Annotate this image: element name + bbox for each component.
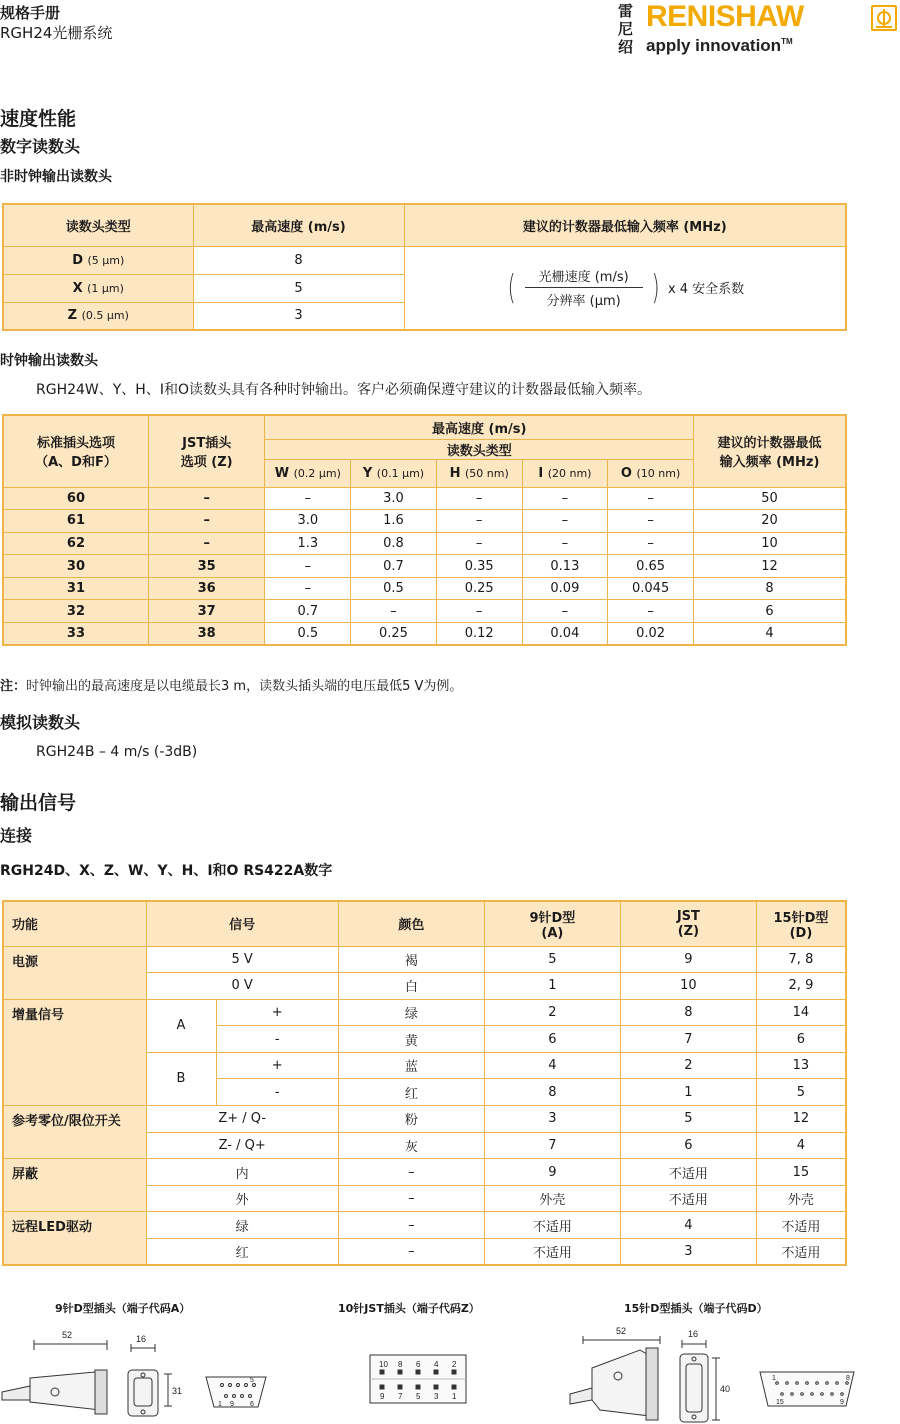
col-header-jst: JST插头 选项 (Z) — [148, 415, 265, 487]
table-cell: 红 — [338, 1079, 484, 1106]
table-cell: 白 — [338, 973, 484, 1000]
table-cell: 4 — [693, 623, 846, 646]
drawing-label-jst: 10针JST插头（端子代码Z） — [338, 1302, 480, 1315]
table-cell: – — [436, 532, 522, 555]
col-header: 15针D型 (D) — [756, 901, 846, 946]
table-cell: 14 — [756, 999, 846, 1026]
table-cell: 2 — [620, 1052, 756, 1079]
table-cell: 20 — [693, 510, 846, 533]
table-cell: - — [216, 1026, 338, 1053]
table-cell: – — [522, 600, 608, 623]
table-row — [3, 1106, 846, 1133]
doc-type: 规格手册 — [0, 4, 61, 22]
table-cell: 6 — [484, 1026, 620, 1053]
logo-mark-icon — [871, 5, 897, 31]
pin-label: 8 — [398, 1360, 403, 1369]
table-cell: 0.12 — [436, 623, 522, 646]
table-cell: – — [608, 600, 694, 623]
table-cell: 1 — [620, 1079, 756, 1106]
table-cell: 12 — [756, 1106, 846, 1133]
table-cell: 0.25 — [436, 577, 522, 600]
connection-table — [2, 900, 847, 1266]
table-cell: 4 — [756, 1132, 846, 1159]
col-header: 建议的计数器最低输入频率 (MHz) — [404, 204, 846, 246]
table-cell: – — [265, 487, 351, 510]
table-cell: 8 — [484, 1079, 620, 1106]
table-cell: 3.0 — [265, 510, 351, 533]
table-row: D (5 µm) 8 ( $\frac{\text{光栅速度 (m/s)}}{\text{分辨率 (µm)}}$ ) x 4 安全系数 — [3, 246, 846, 274]
table-cell: 30 — [3, 555, 148, 578]
pin-label: 15 — [776, 1399, 784, 1406]
subsection-analog: 模拟读数头 — [0, 713, 81, 732]
table-cell: 0.02 — [608, 623, 694, 646]
table-cell: 9 — [620, 946, 756, 973]
dim-15pin-length: 52 — [616, 1326, 627, 1336]
table-cell: – — [436, 600, 522, 623]
table-cell: 0.04 — [522, 623, 608, 646]
table-cell: + — [216, 999, 338, 1026]
table-cell: 2 — [484, 999, 620, 1026]
table-cell: 绿 — [146, 1212, 338, 1239]
table-cell: – — [338, 1239, 484, 1266]
nonclocked-speed-table — [2, 203, 847, 331]
table-cell: 不适用 — [484, 1239, 620, 1266]
table-cell: 不适用 — [756, 1239, 846, 1266]
table-cell: 不适用 — [756, 1212, 846, 1239]
table-cell: 50 — [693, 487, 846, 510]
pin-label: 7 — [398, 1392, 403, 1401]
drawing-label-9pin: 9针D型插头（端子代码A） — [55, 1302, 191, 1315]
table-cell: 2, 9 — [756, 973, 846, 1000]
table-cell: – — [265, 555, 351, 578]
table-cell: Z- / Q+ — [146, 1132, 338, 1159]
section-title-output: 输出信号 — [0, 792, 77, 814]
table-cell: 0.045 — [608, 577, 694, 600]
table-cell: 5 V — [146, 946, 338, 973]
pin-label: 9 — [380, 1392, 385, 1401]
col-header: JST (Z) — [620, 901, 756, 946]
table-cell: 0.7 — [351, 555, 437, 578]
table-cell: 35 — [148, 555, 265, 578]
table-cell: 62 — [3, 532, 148, 555]
table-cell: 灰 — [338, 1132, 484, 1159]
pin-label: 5 — [250, 1377, 254, 1384]
table-cell: – — [436, 510, 522, 533]
table-row: X (1 µm) 5 — [3, 274, 846, 302]
table-cell: – — [522, 532, 608, 555]
col-header: 功能 — [3, 901, 146, 946]
table-cell: 6 — [756, 1026, 846, 1053]
clocked-description: RGH24W、Y、H、I和O读数头具有各种时钟输出。客户必须确保遵守建议的计数器最低输入频率。 — [36, 382, 651, 398]
table-row — [3, 623, 846, 646]
table-cell: – — [148, 487, 265, 510]
table-cell: 0.7 — [265, 600, 351, 623]
table-row — [3, 946, 846, 973]
col-header-type: 读数头类型 — [265, 439, 694, 459]
subsection-nonclocked: 非时钟输出读数头 — [0, 169, 112, 185]
9pin-end-view — [128, 1344, 172, 1416]
table-cell: 绿 — [338, 999, 484, 1026]
clocked-speed-table: 标准插头选项 （A、D和F） JST插头 选项 (Z) 最高速度 (m/s) 建议的计数器最低 输入频率 (MHz) 读数头类型 W (0.2 µm) Y (0.1 µm) H (50 nm) I (20 nm) O (10 nm) 60 – – 3.0 – – – 50 61 – 3.0 1.6 – – – 20 62 – 1.3 0.8 – – – 10 30 35 – 0.7 0.35 0.13 0.65 12 31 36 – 0.5 0.25 0.09 0.045 8 32 37 0.7 – – – – 6 33 38 0.5 0.25 0.12 0.04 0.02 4 — [2, 414, 847, 646]
table-cell: B — [146, 1052, 216, 1105]
pin-label: 1 — [452, 1392, 457, 1401]
table-cell: 1.3 — [265, 532, 351, 555]
table-cell: 7 — [620, 1026, 756, 1053]
table-cell: 31 — [3, 577, 148, 600]
table-cell: 5 — [484, 946, 620, 973]
logo-chinese: 雷 尼 绍 — [618, 2, 634, 56]
function-label: 屏蔽 — [3, 1159, 146, 1212]
table-cell: 0.35 — [436, 555, 522, 578]
table-cell: 60 — [3, 487, 148, 510]
col-header: 最高速度 (m/s) — [193, 204, 404, 246]
table-cell: 8 — [620, 999, 756, 1026]
table-cell: 0 V — [146, 973, 338, 1000]
table-cell: 0.13 — [522, 555, 608, 578]
table-cell: – — [338, 1212, 484, 1239]
col-header: 9针D型 (A) — [484, 901, 620, 946]
pin-label: 3 — [434, 1392, 439, 1401]
table-cell: 7, 8 — [756, 946, 846, 973]
table-cell: 外 — [146, 1185, 338, 1212]
table-cell: – — [351, 600, 437, 623]
table-cell: 0.65 — [608, 555, 694, 578]
9pin-face-view — [206, 1377, 266, 1407]
9pin-side-view — [2, 1340, 107, 1414]
table-cell: 0.5 — [351, 577, 437, 600]
table-cell: 12 — [693, 555, 846, 578]
subsection-rs422: RGH24D、X、Z、W、Y、H、I和O RS422A数字 — [0, 863, 333, 879]
table-row — [3, 1212, 846, 1239]
dim-9pin-length: 52 — [62, 1330, 73, 1340]
table-cell: 0.8 — [351, 532, 437, 555]
table-cell: 1 — [484, 973, 620, 1000]
table-cell: 褐 — [338, 946, 484, 973]
dim-9pin-height: 31 — [172, 1386, 183, 1396]
table-cell: – — [608, 532, 694, 555]
table-row — [3, 1159, 846, 1186]
table-cell: 36 — [148, 577, 265, 600]
table-cell: 0.25 — [351, 623, 437, 646]
table-cell: – — [338, 1185, 484, 1212]
table-cell: – — [522, 510, 608, 533]
pin-label: 8 — [846, 1375, 850, 1382]
renishaw-logo: RENISHAW — [646, 0, 804, 33]
function-label: 参考零位/限位开关 — [3, 1106, 146, 1159]
table-row: Z (0.5 µm) 3 — [3, 302, 846, 330]
table-cell: 蓝 — [338, 1052, 484, 1079]
table-row — [3, 555, 846, 578]
col-header: 颜色 — [338, 901, 484, 946]
table-cell: – — [265, 577, 351, 600]
table-cell: 10 — [620, 973, 756, 1000]
frequency-formula: ( $\frac{\text{光栅速度 (m/s)}}{\text{分辨率 (µm)}}$ ) x 4 安全系数 — [404, 246, 846, 330]
table-row — [3, 487, 846, 510]
function-label: 电源 — [3, 946, 146, 999]
col-header-std: 标准插头选项 （A、D和F） — [3, 415, 148, 487]
table-cell: 6 — [693, 600, 846, 623]
table-cell: 6 — [620, 1132, 756, 1159]
table-cell: 不适用 — [620, 1185, 756, 1212]
table-cell: 0.5 — [265, 623, 351, 646]
pin-label: 9 — [230, 1401, 234, 1408]
table-row — [3, 577, 846, 600]
dim-15pin-height: 40 — [720, 1384, 731, 1394]
col-header-speed: 最高速度 (m/s) — [265, 415, 694, 439]
table-cell: 33 — [3, 623, 148, 646]
table-cell: 3 — [484, 1106, 620, 1133]
col-header: 读数头类型 — [3, 204, 193, 246]
pin-label: 6 — [250, 1401, 254, 1408]
pin-label: 6 — [416, 1360, 421, 1369]
table-row — [3, 999, 846, 1026]
subsection-digital: 数字读数头 — [0, 137, 81, 156]
table-cell: 4 — [484, 1052, 620, 1079]
table-cell: 4 — [620, 1212, 756, 1239]
analog-speed: RGH24B – 4 m/s (-3dB) — [36, 744, 198, 760]
pin-label: 1 — [218, 1401, 222, 1408]
pin-label: 2 — [452, 1360, 457, 1369]
15pin-side-view — [570, 1336, 660, 1420]
table-cell: – — [338, 1159, 484, 1186]
dim-9pin-width: 16 — [136, 1334, 147, 1344]
function-label: 增量信号 — [3, 999, 146, 1105]
footnote: 注：时钟输出的最高速度是以电缆最长3 m，读数头插头端的电压最低5 V为例。 — [0, 679, 463, 694]
table-cell: 37 — [148, 600, 265, 623]
table-cell: 3.0 — [351, 487, 437, 510]
connector-drawings — [0, 1320, 900, 1424]
table-row — [3, 510, 846, 533]
table-row — [3, 600, 846, 623]
dim-15pin-width: 16 — [688, 1329, 699, 1339]
pin-label: 5 — [416, 1392, 421, 1401]
table-cell: – — [608, 487, 694, 510]
pin-label: 1 — [772, 1375, 776, 1382]
table-cell: 红 — [146, 1239, 338, 1266]
table-cell: 不适用 — [620, 1159, 756, 1186]
table-cell: 15 — [756, 1159, 846, 1186]
15pin-end-view — [680, 1340, 720, 1422]
table-row — [3, 532, 846, 555]
table-cell: 5 — [756, 1079, 846, 1106]
table-cell: 3 — [620, 1239, 756, 1266]
table-cell: – — [522, 487, 608, 510]
table-cell: 7 — [484, 1132, 620, 1159]
table-cell: 9 — [484, 1159, 620, 1186]
table-cell: + — [216, 1052, 338, 1079]
product-name: RGH24光栅系统 — [0, 24, 113, 42]
table-cell: 61 — [3, 510, 148, 533]
table-cell: 0.09 — [522, 577, 608, 600]
table-cell: 内 — [146, 1159, 338, 1186]
col-header: 信号 — [146, 901, 338, 946]
table-cell: - — [216, 1079, 338, 1106]
col-header-freq: 建议的计数器最低 输入频率 (MHz) — [693, 415, 846, 487]
table-cell: 外壳 — [756, 1185, 846, 1212]
table-cell: 10 — [693, 532, 846, 555]
table-cell: – — [148, 510, 265, 533]
table-cell: – — [608, 510, 694, 533]
table-cell: 13 — [756, 1052, 846, 1079]
table-cell: 1.6 — [351, 510, 437, 533]
pin-label: 10 — [379, 1360, 388, 1369]
table-cell: 不适用 — [484, 1212, 620, 1239]
drawing-label-15pin: 15针D型插头（端子代码D） — [624, 1302, 768, 1315]
table-cell: 黄 — [338, 1026, 484, 1053]
table-cell: 38 — [148, 623, 265, 646]
table-cell: 外壳 — [484, 1185, 620, 1212]
section-title-speed: 速度性能 — [0, 108, 77, 130]
table-cell: – — [436, 487, 522, 510]
table-cell: 5 — [620, 1106, 756, 1133]
table-cell: Z+ / Q- — [146, 1106, 338, 1133]
function-label: 远程LED驱动 — [3, 1212, 146, 1265]
table-cell: – — [148, 532, 265, 555]
subsection-clocked: 时钟输出读数头 — [0, 353, 98, 369]
pin-label: 9 — [840, 1399, 844, 1406]
subsection-connection: 连接 — [0, 826, 33, 845]
table-cell: 8 — [693, 577, 846, 600]
logo-tagline: apply innovation™ — [646, 36, 793, 55]
pin-label: 4 — [434, 1360, 439, 1369]
table-cell: A — [146, 999, 216, 1052]
table-cell: 32 — [3, 600, 148, 623]
table-cell: 粉 — [338, 1106, 484, 1133]
